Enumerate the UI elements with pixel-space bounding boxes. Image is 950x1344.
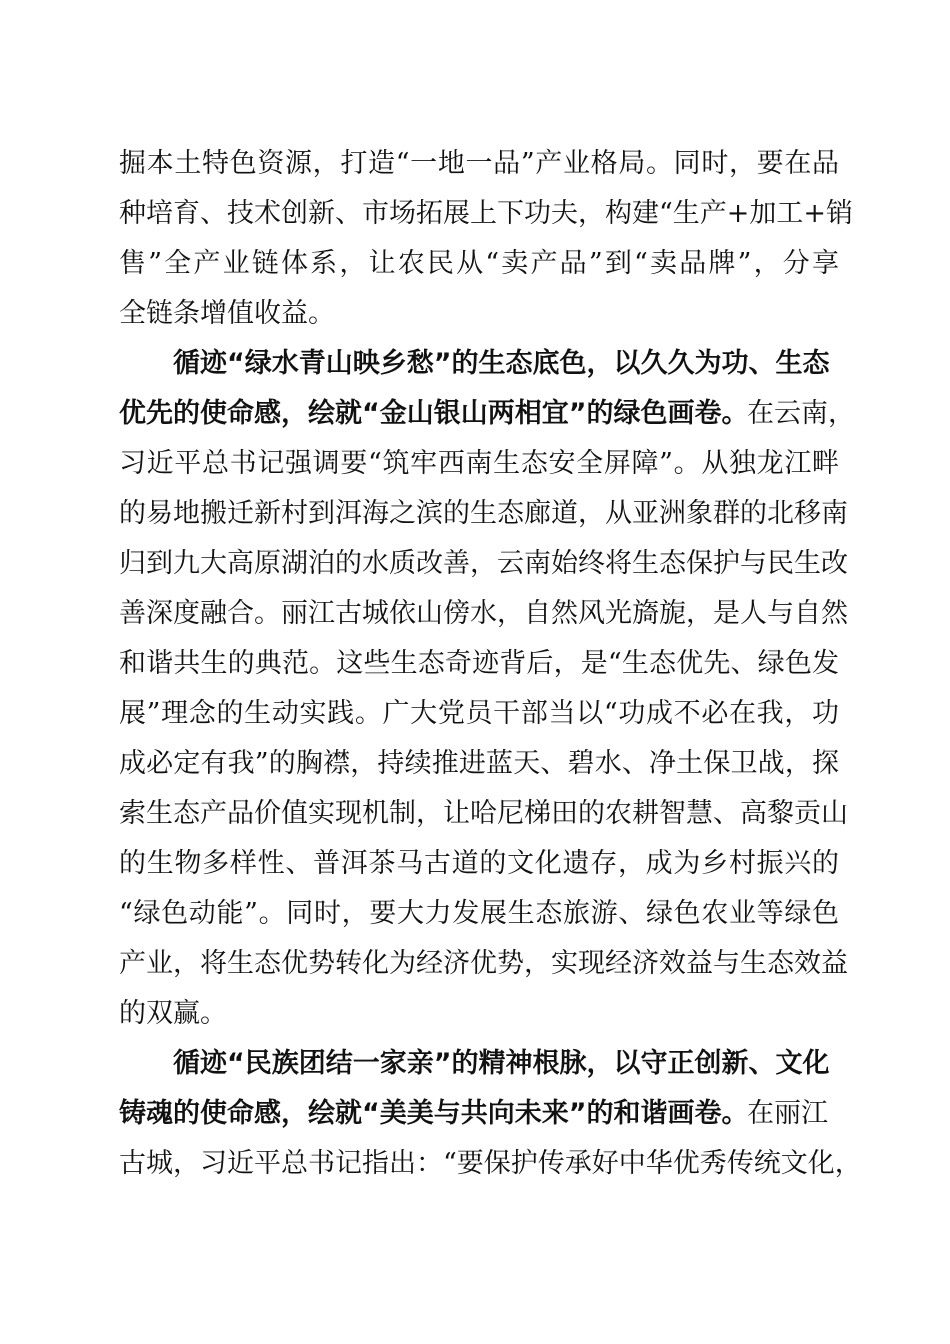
text-line: 古城，习近平总书记指出：“要保护传承好中华优秀传统文化， <box>119 1148 862 1179</box>
text-line: “绿色动能”。同时，要大力发展生态旅游、绿色农业等绿色 <box>119 898 839 929</box>
text-line: 掘本土特色资源，打造“一地一品”产业格局。同时，要在品 <box>119 148 839 179</box>
paragraph-heading-line: 铸魂的使命感，绘就“美美与共向未来”的和谐画卷。 <box>119 1098 749 1129</box>
paragraph-heading-line: 循迹“民族团结一家亲”的精神根脉，以守正创新、文化 <box>173 1048 830 1079</box>
text-line: 善深度融合。丽江古城依山傍水，自然风光旖旎，是人与自然 <box>119 598 848 629</box>
text-line: 和谐共生的典范。这些生态奇迹背后，是“生态优先、绿色发 <box>119 648 839 679</box>
text-line: 索生态产品价值实现机制，让哈尼梯田的农耕智慧、高黎贡山 <box>119 798 848 829</box>
text-line: 展”理念的生动实践。广大党员干部当以“功成不必在我，功 <box>119 698 839 729</box>
text-line: 成必定有我”的胸襟，持续推进蓝天、碧水、净土保卫战，探 <box>119 748 839 779</box>
text-line: 在云南， <box>747 398 855 429</box>
text-line: 的易地搬迁新村到洱海之滨的生态廊道，从亚洲象群的北移南 <box>119 498 848 529</box>
paragraph-heading-line: 循迹“绿水青山映乡愁”的生态底色，以久久为功、生态 <box>173 348 830 379</box>
text-line: 的双赢。 <box>119 998 227 1029</box>
text-line: 产业，将生态优势转化为经济优势，实现经济效益与生态效益 <box>119 948 848 979</box>
text-line: 归到九大高原湖泊的水质改善，云南始终将生态保护与民生改 <box>119 548 848 579</box>
text-line: 在丽江 <box>747 1098 828 1129</box>
text-line: 售”全产业链体系，让农民从“卖产品”到“卖品牌”，分享 <box>119 248 839 279</box>
paragraph-heading-line: 优先的使命感，绘就“金山银山两相宜”的绿色画卷。 <box>119 398 749 429</box>
text-line: 全链条增值收益。 <box>119 298 335 329</box>
text-line: 的生物多样性、普洱茶马古道的文化遗存，成为乡村振兴的 <box>119 848 839 879</box>
text-line: 种培育、技术创新、市场拓展上下功夫，构建“生产+加工+销 <box>119 198 854 229</box>
text-line: 习近平总书记强调要“筑牢西南生态安全屏障”。从独龙江畔 <box>119 448 839 479</box>
